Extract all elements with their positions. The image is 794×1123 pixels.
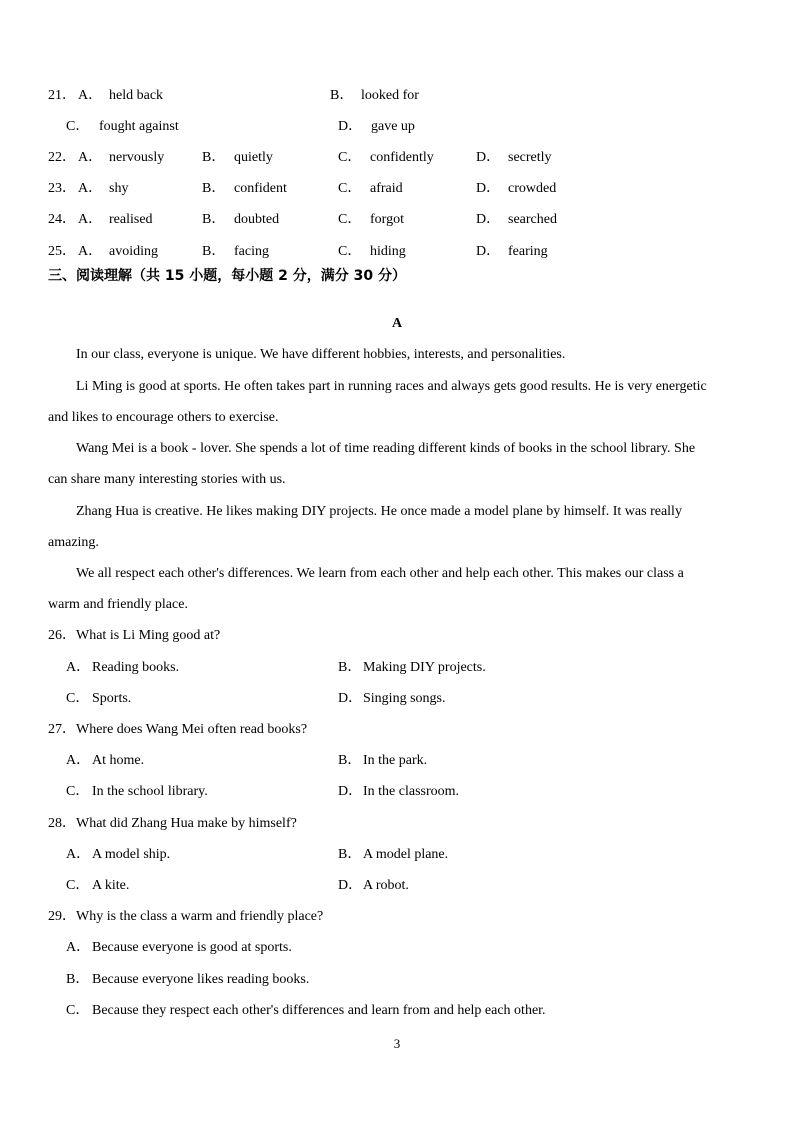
question-27-options-row2 — [0, 782, 794, 802]
question-28-options-row1 — [0, 845, 794, 865]
question-number: 23． — [48, 181, 76, 196]
question-27-options-row1 — [0, 751, 794, 771]
option-text: A model plane. — [363, 847, 449, 862]
option-letter: A． — [66, 940, 91, 955]
option-text: nervously — [109, 150, 165, 165]
section-title: 三、阅读理解（共 15 小题，每小题 2 分，满分 30 分） — [48, 268, 406, 284]
option-letter: A． — [78, 88, 103, 103]
option-letter: C． — [66, 1003, 90, 1018]
option-letter: C． — [338, 150, 362, 165]
option-letter: D． — [338, 119, 363, 134]
question-26-options-row1 — [0, 658, 794, 678]
cloze-question-24 — [0, 210, 794, 230]
option-letter: B． — [202, 150, 226, 165]
option-letter: A． — [66, 847, 91, 862]
question-number: 24． — [48, 212, 76, 227]
cloze-question-23 — [0, 179, 794, 199]
option-letter: B． — [202, 212, 226, 227]
option-letter: D． — [476, 212, 501, 227]
option-letter: B． — [338, 660, 362, 675]
option-text: looked for — [361, 88, 419, 103]
option-text: realised — [109, 212, 153, 227]
option-letter: A． — [78, 212, 103, 227]
option-text: A kite. — [92, 878, 130, 893]
option-text: At home. — [92, 753, 145, 768]
option-letter: D． — [476, 181, 501, 196]
option-letter: D． — [476, 244, 501, 259]
option-letter: A． — [66, 660, 91, 675]
question-stem-29: 29．Why is the class a warm and friendly place? — [48, 909, 324, 924]
option-text: afraid — [370, 181, 403, 196]
option-letter: D． — [338, 691, 363, 706]
question-29-option-c — [0, 1001, 794, 1021]
question-26-options-row2 — [0, 689, 794, 709]
passage-line: Wang Mei is a book - lover. She spends a lot of time reading different kinds of books in the school library. She — [76, 441, 696, 456]
page-number: 3 — [393, 1036, 401, 1051]
cloze-question-22 — [0, 148, 794, 168]
option-text: doubted — [234, 212, 280, 227]
option-text: forgot — [370, 212, 404, 227]
option-letter: C． — [338, 244, 362, 259]
option-letter: D． — [338, 878, 363, 893]
option-text: quietly — [234, 150, 273, 165]
passage-line: We all respect each other's differences. We learn from each other and help each other. This makes our class a — [76, 566, 684, 581]
option-text: crowded — [508, 181, 557, 196]
option-letter: C． — [338, 212, 362, 227]
option-text: Sports. — [92, 691, 132, 706]
option-letter: B． — [338, 753, 362, 768]
option-text: searched — [508, 212, 557, 227]
option-text: facing — [234, 244, 269, 259]
question-29-option-a — [0, 938, 794, 958]
option-text: A model ship. — [92, 847, 171, 862]
cloze-question-21 — [0, 86, 794, 106]
option-letter: A． — [66, 753, 91, 768]
passage-line: In our class, everyone is unique. We have different hobbies, interests, and personalities. — [76, 347, 566, 362]
option-text: gave up — [371, 119, 415, 134]
option-letter: B． — [330, 88, 354, 103]
option-letter: A． — [78, 244, 103, 259]
cloze-question-25 — [0, 242, 794, 262]
option-letter: C． — [66, 784, 90, 799]
option-text: held back — [109, 88, 164, 103]
option-letter: C． — [66, 878, 90, 893]
option-text: avoiding — [109, 244, 158, 259]
option-letter: A． — [78, 181, 103, 196]
option-text: secretly — [508, 150, 552, 165]
option-text: Reading books. — [92, 660, 180, 675]
option-text: hiding — [370, 244, 406, 259]
option-text: Making DIY projects. — [363, 660, 486, 675]
option-letter: B． — [338, 847, 362, 862]
option-text: Because everyone is good at sports. — [92, 940, 292, 955]
question-stem-26: 26．What is Li Ming good at? — [48, 628, 221, 643]
passage-line: Zhang Hua is creative. He likes making DIY projects. He once made a model plane by himself. It was really — [76, 504, 682, 519]
passage-line: can share many interesting stories with us. — [48, 472, 286, 487]
passage-line: Li Ming is good at sports. He often takes part in running races and always gets good results. He is very energetic — [76, 379, 707, 394]
question-stem-28: 28．What did Zhang Hua make by himself? — [48, 816, 297, 831]
option-letter: B． — [202, 244, 226, 259]
option-text: fought against — [99, 119, 179, 134]
option-text: In the classroom. — [363, 784, 460, 799]
question-stem-27: 27．Where does Wang Mei often read books? — [48, 722, 308, 737]
option-text: In the school library. — [92, 784, 208, 799]
cloze-question-21-row2 — [0, 117, 794, 137]
option-letter: C． — [66, 691, 90, 706]
option-text: A robot. — [363, 878, 409, 893]
passage-line: and likes to encourage others to exercise. — [48, 410, 279, 425]
option-letter: C． — [338, 181, 362, 196]
question-number: 25． — [48, 244, 76, 259]
option-text: confident — [234, 181, 287, 196]
option-text: shy — [109, 181, 129, 196]
option-text: Singing songs. — [363, 691, 446, 706]
option-letter: D． — [476, 150, 501, 165]
option-letter: C． — [66, 119, 90, 134]
option-text: fearing — [508, 244, 548, 259]
question-number: 22． — [48, 150, 76, 165]
option-text: Because they respect each other's differences and learn from and help each other. — [92, 1003, 546, 1018]
option-letter: B． — [66, 972, 90, 987]
passage-title: A — [391, 316, 403, 331]
option-letter: A． — [78, 150, 103, 165]
passage-line: amazing. — [48, 535, 99, 550]
question-29-option-b — [0, 970, 794, 990]
option-text: In the park. — [363, 753, 428, 768]
option-text: confidently — [370, 150, 434, 165]
question-28-options-row2 — [0, 876, 794, 896]
passage-line: warm and friendly place. — [48, 597, 188, 612]
option-text: Because everyone likes reading books. — [92, 972, 310, 987]
option-letter: D． — [338, 784, 363, 799]
option-letter: B． — [202, 181, 226, 196]
question-number: 21． — [48, 88, 76, 103]
